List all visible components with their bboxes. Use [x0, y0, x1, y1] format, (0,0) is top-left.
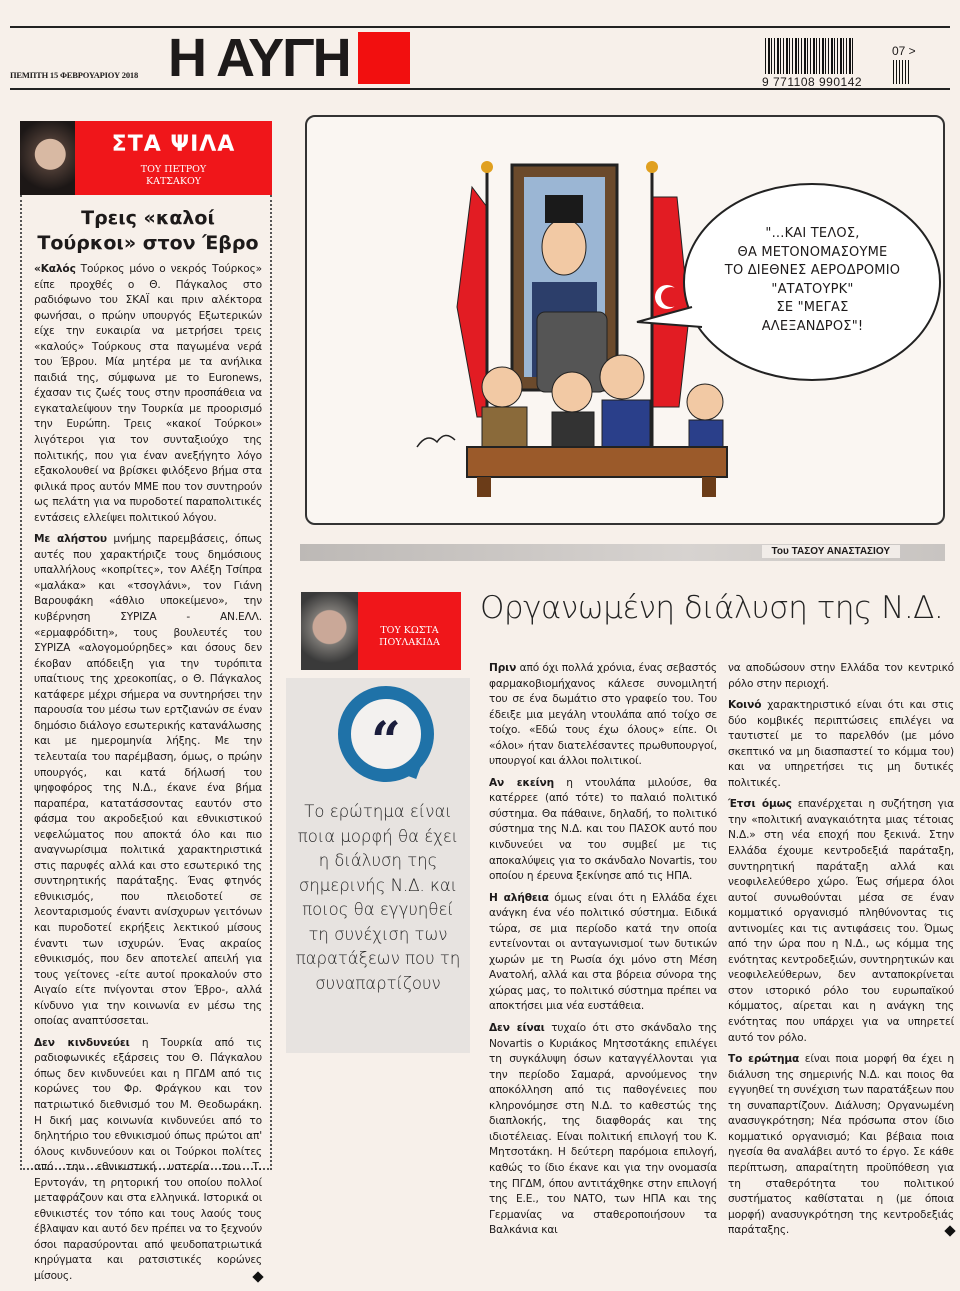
- column-kicker: ΣΤΑ ΨΙΛΑ: [111, 132, 236, 157]
- paragraph-text: τυχαίο ότι στο σκάνδαλο της Novartis ο Κυριάκος Μητσοτάκης επιλέγει τη συγκάλυψη όσων καταγγέλλονται για την περίοδο Σαμαρά, αρνούμενος την αποκόλληση από τις παθογένειες που κληρονόμησε στη Ν.Δ. το καθεστώς της διαπλοκής, της διαφθοράς και της ιδιοτέλειας. Είναι πολιτική επιλογή του Κ. Μητσοτάκη. Η δεύτερη παρόμοια επιλογή, καθώς το ίδιο έκανε και για την ονομασία της ΠΓΔΜ, όπου αντιτάχθηκε στην επιλογή της Ε.Ε., του ΝΑΤΟ, των ΗΠΑ και της Γερμανίας να σταθεροποιήσουν τα Βαλκάνια και: [489, 1022, 718, 1237]
- paragraph: [489, 1021, 717, 1239]
- column-title: Τρεις «καλοί Τούρκοι» στον Έβρο: [37, 207, 259, 254]
- paragraph-text: χαρακτηριστικό είναι ότι και στις δύο κομβικές περιπτώσεις επιλέγει να ταυτιστεί με το παρελθόν (με μόνο σκεπτικό να μη διασπαστεί το κόμμα του) και να υπηρετήσει τις μη δυτικές πολιτικές.: [728, 699, 954, 789]
- top-rule: [10, 26, 950, 28]
- speech-line: "...ΚΑΙ ΤΕΛΟΣ,: [765, 226, 860, 241]
- author-banner: [358, 592, 461, 670]
- end-mark-icon: [252, 1271, 263, 1282]
- lead-in: Δεν είναι: [489, 1022, 545, 1035]
- speech-line: ΤΟ ΔΙΕΘΝΕΣ ΑΕΡΟΔΡΟΜΙΟ: [724, 263, 901, 278]
- byline-line: ΚΑΤΣΑΚΟΥ: [145, 176, 202, 187]
- issue-number: 07 >: [892, 44, 916, 58]
- paragraph-text: Τούρκος μόνο ο νεκρός Τούρκος» είπε προχθές ο Θ. Πάγκαλος στο ραδιόφωνο του ΣΚΑΪ και πριν αλέκτορα φωνήσαι, ο πρώην υπουργός Εξωτερικών είχε την ευκαιρία να μετρήσει τρεις «καλούς» Τούρκους στα παγωμένα νερά του Έβρου. Μία μητέρα με τα ανήλικα παιδιά της, σύμφωνα με το Euronews, έχασαν τις ζωές τους στην προσπάθεια να εγκαταλείψουν την Τουρκία με προορισμό την Ευρώπη. Τρεις «κακοί Τούρκοι» λιγότεροι για τον συνταξιούχο της πολιτικής, που για έναν ανεξήγητο λόγο εξακολουθεί να βρίσκει φιλόξενο βήμα στα φιλικά προς αυτόν ΜΜΕ που τον συντηρούν ως πελάτη για να πυροδοτεί παραπολιτικές εντάσεις ελλείψει πολιτικού λόγου.: [34, 263, 262, 524]
- paragraph-text: επανέρχεται η συζήτηση για την «πολιτική αναγκαιότητα μιας τέτοιας Ν.Δ.» στη νέα εποχή που ξεκινά. Στην Ελλάδα έχουμε κεντροδεξιά παράταξη, συντηρητική παράταξη αλλά και νεοφιλελεύθερο χώρο. Έως σήμερα όλοι αυτοί συνωθούνται μέσα σε έναν κομματικό οργανισμό πληθύνοντας τις αντινομίες και τις αντιφάσεις του. Όμως από την ώρα που η Ν.Δ., ως κόμμα της ενότητας κεντροδεξιών, συντηρητικών και νεοφιλελεύθερων, δεν ανταποκρίνεται στον ιστορικό ρόλο του ευρωπαϊκού κόμματος, αίρεται και η ανάγκη της ενότητας που υπάρχει για να υπηρετεί αυτό τον ρόλο.: [728, 798, 955, 1044]
- masthead-logo: Η ΑΥΓΗ: [168, 28, 350, 88]
- column-header: [20, 121, 272, 195]
- pull-quote-text: Το ερώτημα είναι ποια μορφή θα έχει η διάλυση της σημερινής Ν.Δ. και ποιος θα εγγυηθεί τη συνέχιση των παρατάξεων που τη συναπαρτίζουν: [295, 802, 461, 993]
- paragraph: [489, 891, 717, 1015]
- lead-in: Πριν: [489, 662, 517, 674]
- paragraph-text: η ντουλάπα μιλούσε, θα κατέρρεε (από τότε) το παλαιό πολιτικό σύστημα. Θα πάθαινε, δηλαδή, το πολιτικό σύστημα της Ν.Δ. και του ΠΑΣΟΚ αυτό που κινδυνεύει να του συμβεί με τις αποκαλύψεις για το σκάνδαλο Novartis, του οποίου η έρευνα ξεκίνησε από τις ΗΠΑ.: [489, 776, 718, 883]
- column-byline: [75, 164, 272, 188]
- paragraph: [34, 532, 262, 1030]
- end-mark-icon: [944, 1225, 955, 1236]
- paragraph: [728, 797, 954, 1046]
- barcode-number: 9 771108 990142: [762, 75, 863, 89]
- byline-line: ΠΟΥΛΑΚΙΔΑ: [379, 637, 440, 648]
- logo-red-square: [358, 32, 410, 84]
- paragraph-text: είναι ποια μορφή θα έχει η διάλυση της σημερινής Ν.Δ. και ποιος θα εγγυηθεί τη συνέχιση των παρατάξεων που τη συναπαρτίζουν. Διάλυση; Οργανωμένη ανασυγκρότηση; Νέα πρόσωπα στον ίδιο κομματικό οργανισμό; Και βέβαια ποια ηγεσία θα αναλάβει αυτό το έργο. Σε κάθε περίπτωση, απαραίτητη προϋπόθεση για τη σταθερότητα του πολιτικού συστήματος καθίσταται η (με όποια μορφή) ανασυγκρότηση της κεντροδεξιάς παράταξης.: [728, 1053, 954, 1237]
- paragraph: [34, 262, 262, 526]
- issue-date: ΠΕΜΠΤΗ 15 ΦΕΒΡΟΥΑΡΙΟΥ 2018: [10, 70, 139, 80]
- paragraph-text: από όχι πολλά χρόνια, ένας σεβαστός φαρμακοβιομήχανος κάλεσε συνομιλητή του σε ένα δωμάτιο στο γραφείο του. Του έδειξε μια μεγάλη ντουλάπα από τοίχο σε τοίχο. «Εδώ τους έχω όλους» είπε. Οι «όλοι» ήταν διατελέσαντες πρωθυπουργοί, υπουργοί και άλλοι πολιτικοί.: [489, 662, 717, 768]
- lead-in: Κοινό: [728, 699, 762, 712]
- article-author-box: [301, 592, 461, 670]
- lead-in: Με αλήστου: [34, 533, 107, 546]
- lead-in: Αν εκείνη: [489, 776, 555, 789]
- author-photo: [301, 592, 358, 670]
- cartoon-credit: Του ΤΑΣΟΥ ΑΝΑΣΤΑΣΙΟΥ: [762, 545, 900, 558]
- paragraph: [489, 776, 717, 885]
- article-title: Οργανωμένη διάλυση της Ν.Δ.: [480, 590, 944, 626]
- paragraph-text: όμως είναι ότι η Ελλάδα έχει ανάγκη ένα νέο πολιτικό σύστημα. Ειδικά τώρα, σε μια περίοδο κατά την οποία εντείνονται οι ανταγωνισμοί των δυτικών χωρών με τη Ρωσία όχι μόνο στη Μέση Ανατολή, αλλά και στα βόρεια σύνορα της χώρας μας, το πολιτικό σύστημα πρέπει να αποκτήσει μια νέα ευστάθεια.: [489, 891, 717, 1013]
- paragraph: [728, 661, 954, 692]
- speech-bubble-text: [690, 225, 935, 336]
- barcode-icon: [765, 38, 853, 74]
- paragraph: [34, 1036, 262, 1285]
- lead-in: Το ερώτημα: [728, 1053, 800, 1066]
- column-banner: [75, 121, 272, 195]
- article-column-2: [728, 661, 954, 1245]
- paragraph-text: η Τουρκία από τις ραδιοφωνικές εξάρσεις του Θ. Πάγκαλου όπως δεν κινδυνεύει και η ΠΓΔΜ από τις κορώνες του Φρ. Φράγκου και τον πατριωτικό διεθνισμό του Μ. Θεοδωράκη. Η δική μας κοινωνία κινδυνεύει από το δηλητήριο του εθνικισμού όπως πρώτοι απ' όλους κινδυνεύουν και οι Τούρκοι πολίτες από την εθνικιστική υστερία του Τ. Ερντογάν, τη ρητορική του οποίου πολλοί μεταφράζουν και στα ελληνικά. Ιστορικά οι εθνικιστές τον τόπο και τους λαούς τους έβλαψαν και αυτό δεν πρέπει να το ξεχνούν όσοι παρασύρονται από ψευδοπατριωτικά κηρύγματα και ρατσιστικές κορώνες μίσους.: [34, 1036, 262, 1282]
- paragraph: [728, 698, 954, 791]
- byline-line: ΤΟΥ ΠΕΤΡΟΥ: [140, 164, 207, 175]
- speech-line: ΣΕ "ΜΕΓΑΣ: [776, 300, 849, 315]
- article-column-1: [489, 661, 717, 1245]
- byline-line: ΤΟΥ ΚΩΣΤΑ: [380, 625, 439, 636]
- paragraph: [728, 1052, 954, 1239]
- speech-line: "ΑΤΑΤΟΥΡΚ": [771, 281, 854, 297]
- paragraph-text: να αποδώσουν στην Ελλάδα τον κεντρικό ρόλο στην περιοχή.: [728, 662, 954, 690]
- paragraph: [489, 661, 717, 770]
- lead-in: Η αλήθεια: [489, 891, 549, 904]
- speech-line: ΑΛΕΞΑΝΔΡΟΣ"!: [761, 318, 864, 334]
- column-content: [34, 206, 262, 1291]
- speech-line: ΘΑ ΜΕΤΟΝΟΜΑΣΟΥΜΕ: [737, 244, 888, 260]
- quote-bubble-icon: “: [338, 686, 434, 782]
- paragraph-text: μνήμης παρεμβάσεις, όπως αυτές που χαρακτήριζε τους δημόσιους υπαλλήλους «κοπρίτες», τον Αλέξη Τσίπρα «μαλάκα» και «τσογλάνι», τον Γιάνη Βαρουφάκη «άθλιο υποκείμενο», την κυβέρνηση ΣΥΡΙΖΑ - ΑΝ.ΕΛΛ. «ερμαφρόδιτη», τους βουλευτές του ΣΥΡΙΖΑ «αλογομούρηδες» και όσους δεν έκοβαν απόδειξη για την τυρόπιτα υπαίτιους της χρεοκοπίας, ο Θ. Πάγκαλος κατάφερε μέχρι σήμερα να συντηρήσει την παρουσία του μέσω των ερτζιανών σε έναν δημόσιο διάλογο εσωτερικής κατανάλωσης και με ημερομηνία λήξης. Με την τελευταία του παρέμβαση, όμως, ο πρώην υπουργός, και κατά δήλωσή του ψηφοφόρος της Ν.Δ., έκανε ένα βήμα παραπέρα, κατατάσσοντας εαυτόν στο φάσμα του ακροδεξιού και εθνικιστικού νεφελώματος που αποκτά όλο και πιο αναγνωρίσιμα πολιτικά χαρακτηριστικά στις παρυφές αλλά και στο εσωτερικό της συντηρητικής παράταξης. Ένας φτηνός εθνικισμός, που πλειοδοτεί σε λεονταρισμούς έναντι ανίσχυρων γειτόνων και πυροδοτεί εκρήξεις λεκτικού μίσους έναντι των ισχυρών. Ένας ακραίος εθνικισμός, που δεν αποτελεί απειλή για τους γείτονες -είτε αυτοί προκαλούν στο Αιγαίο είτε πνίγονται στον Έβρο-, αλλά κίνδυνο για την κοινωνία εν μέσω της οποίας αναπτύσσεται.: [34, 533, 262, 1028]
- column-body: [34, 262, 262, 1285]
- lead-in: Δεν κινδυνεύει: [34, 1036, 130, 1049]
- addon-barcode-icon: [893, 60, 909, 84]
- masthead: [168, 28, 410, 88]
- lead-in: «Καλός: [34, 263, 76, 275]
- author-photo: [20, 121, 75, 195]
- lead-in: Έτσι όμως: [728, 798, 792, 811]
